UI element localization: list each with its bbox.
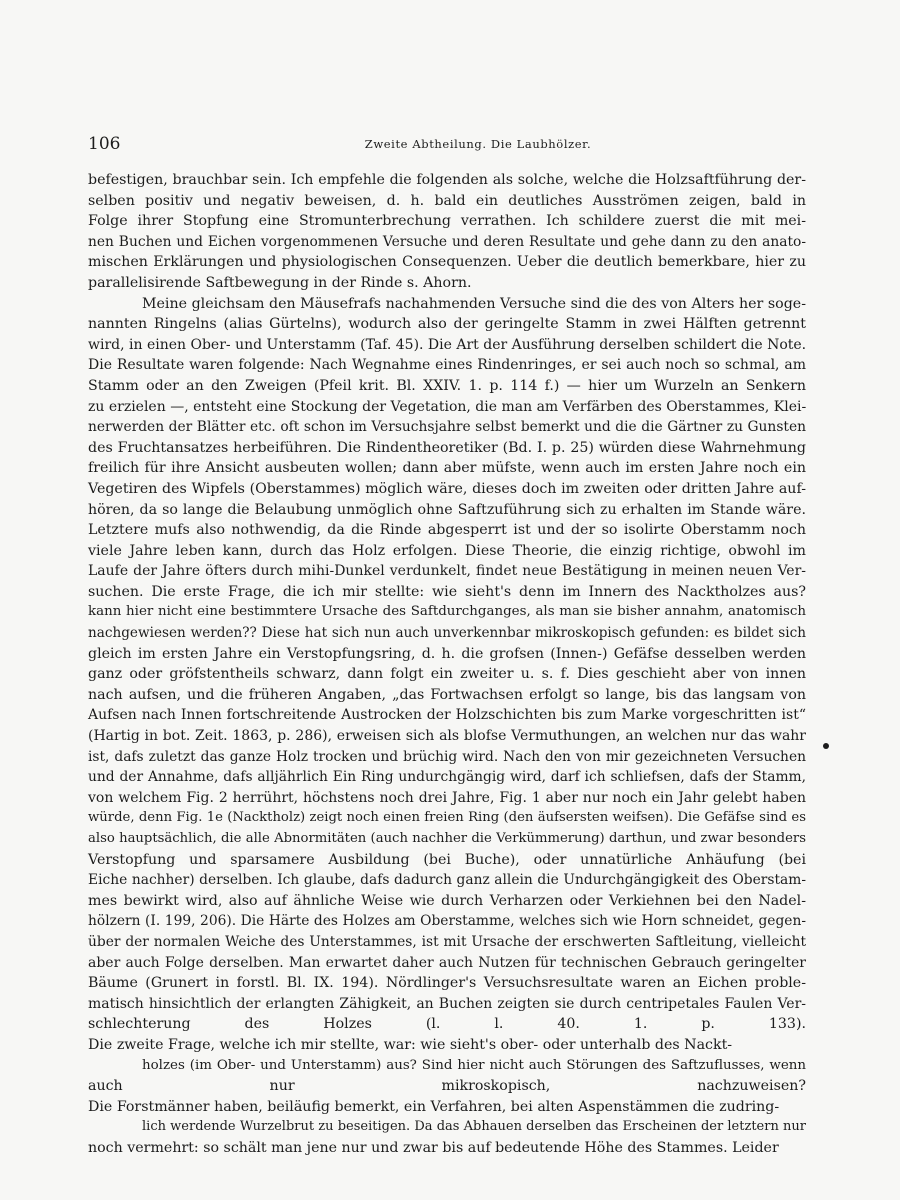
text-line: mes bewirkt wird, also auf ähnliche Weise wie durch Verharzen oder Verkiehnen bei den Nadel- [88,892,806,909]
text-line: aber auch Folge derselben. Man erwartet daher auch Nutzen für technischen Gebrauch geringelter [88,954,806,971]
text-line: Die Resultate waren folgende: Nach Wegnahme eines Rindenringes, er sei auch noch so schmal, am [88,357,806,374]
text-line: nerwerden der Blätter etc. oft schon im Versuchsjahre selbst bemerkt und die die Gärtner zu Gunsten [88,419,806,436]
text-line: Die zweite Frage, welche ich mir stellte, war: wie sieht's ober- oder unterhalb des Nackt- [88,1036,733,1053]
text-line: zu erzielen —, entsteht eine Stockung der Vegetation, die man am Verfärben des Oberstammes, Klei- [88,398,807,415]
text-line: Aufsen nach Innen fortschreitende Austrocken der Holzschichten bis zum Marke vorgeschritten ist“ [88,707,806,724]
text-line: nen Buchen und Eichen vorgenommenen Versuche und deren Resultate und gehe dann zu den anato- [88,233,806,250]
text-line: Vegetiren des Wipfels (Oberstammes) möglich wäre, dieses doch im zweiten oder dritten Jahre auf- [88,480,806,497]
text-line: würde, denn Fig. 1e (Nacktholz) zeigt noch einen freien Ring (den äufsersten weifsen). Die Gefäfse sind es [88,810,806,826]
text-line: nach aufsen, und die früheren Angaben, „das Fortwachsen erfolgt so lange, bis das langsam von [88,686,806,703]
text-line: viele Jahre leben kann, durch das Holz erfolgen. Diese Theorie, die einzig richtige, obwohl im [88,542,806,559]
text-line: parallelisirende Saftbewegung in der Rinde s. Ahorn. [88,274,472,291]
text-line: auch nur mikroskopisch, nachzuweisen? [88,1078,806,1095]
text-line: Folge ihrer Stopfung eine Stromunterbrechung verrathen. Ich schildere zuerst die mit mei- [88,213,806,230]
text-line: Die Forstmänner haben, beiläufig bemerkt, ein Verfahren, bei alten Aspenstämmen die zudring- [88,1098,780,1115]
text-line: befestigen, brauchbar sein. Ich empfehle die folgenden als solche, welche die Holzsaftführung der- [88,172,806,188]
text-line: Verstopfung und sparsamere Ausbildung (bei Buche), oder unnatürliche Anhäufung (bei [88,851,806,868]
text-line: Eiche nachher) derselben. Ich glaube, dafs dadurch ganz allein die Undurchgängigkeit des Oberstam- [88,872,806,889]
text-line: Bäume (Grunert in forstl. Bl. IX. 194). Nördlinger's Versuchsresultate waren an Eichen proble- [88,975,806,992]
text-line: wird, in einen Ober- und Unterstamm (Taf. 45). Die Art der Ausführung derselben schildert die Note. [88,336,807,353]
text-line: und der Annahme, dafs alljährlich Ein Ring undurchgängig wird, darf ich schliefsen, dafs der Stamm, [88,769,806,786]
text-line: nachgewiesen werden?? Diese hat sich nun auch unverkennbar mikroskopisch gefunden: es bildet sich [88,625,806,642]
page-number: 106 [88,134,121,154]
text-line: ist, dafs zuletzt das ganze Holz trocken und brüchig wird. Nach den von mir gezeichneten Versuchen [88,748,806,765]
text-line: freilich für ihre Ansicht ausbeuten wollen; dann aber müfste, wenn auch im ersten Jahre noch ein [88,460,806,477]
text-line: hölzern (I. 199, 206). Die Härte des Holzes am Oberstamme, welches sich wie Horn schneidet, gegen- [88,913,806,930]
text-line: noch vermehrt: so schält man jene nur und zwar bis auf bedeutende Höhe des Stammes. Leider [88,1139,779,1156]
text-line: über der normalen Weiche des Unterstammes, ist mit Ursache der erschwerten Saftleitung, vielleicht [88,933,806,950]
text-line: Laufe der Jahre öfters durch mihi-Dunkel verdunkelt, findet neue Bestätigung in meinen neuen Ver- [88,563,806,580]
text-line: lich werdende Wurzelbrut zu beseitigen. Da das Abhauen derselben das Erscheinen der letztern nur [142,1119,806,1135]
page-header [88,134,808,158]
text-line: hören, da so lange die Belaubung unmöglich ohne Saftzuführung sich zu erhalten im Stande wäre. [88,501,806,518]
text-line: Stamm oder an den Zweigen (Pfeil krit. Bl. XXIV. 1. p. 114 f.) — hier um Wurzeln an Senkern [88,377,806,394]
text-line: kann hier nicht eine bestimmtere Ursache des Saftdurchganges, als man sie bisher annahm, anatomisch [88,604,806,620]
running-head: Zweite Abtheilung. Die Laubhölzer. [364,137,592,151]
text-line: (Hartig in bot. Zeit. 1863, p. 286), erweisen sich als blofse Vermuthungen, an welchen nur das wahr [88,728,806,745]
text-line: also hauptsächlich, die alle Abnormitäten (auch nachher die Verkümmerung) darthun, und zwar besonders [88,831,806,846]
body-text [88,170,806,1159]
text-line: gleich im ersten Jahre ein Verstopfungsring, d. h. die grofsen (Innen-) Gefäfse desselben werden [88,645,806,662]
text-line: selben positiv und negativ beweisen, d. h. bald ein deutliches Ausströmen zeigen, bald in [88,192,806,209]
text-line: nannten Ringelns (alias Gürtelns), wodurch also der geringelte Stamm in zwei Hälften getrennt [88,316,806,333]
text-line: von welchem Fig. 2 herrührt, höchstens noch drei Jahre, Fig. 1 aber nur noch ein Jahr gelebt haben [88,789,806,806]
text-line: Letztere mufs also nothwendig, da die Rinde abgesperrt ist und der so isolirte Oberstamm noch [88,522,806,539]
text-line: des Fruchtansatzes herbeiführen. Die Rindentheoretiker (Bd. I. p. 25) würden diese Wahrnehmung [88,439,806,456]
text-line: suchen. Die erste Frage, die ich mir stellte: wie sieht's denn im Innern des Nacktholzes aus? [88,583,806,600]
text-line: holzes (im Ober- und Unterstamm) aus? Sind hier nicht auch Störungen des Saftzuflusses, wenn [142,1057,806,1073]
text-line: matisch hinsichtlich der erlangten Zähigkeit, an Buchen zeigten sie durch centripetales Faulen Ver- [88,995,806,1012]
text-line: ganz oder gröfstentheils schwarz, dann folgt ein zweiter u. s. f. Dies geschieht aber von innen [88,666,806,683]
margin-mark [823,743,829,749]
text-line: Meine gleichsam den Mäusefrafs nachahmenden Versuche sind die des von Alters her soge- [142,295,806,312]
text-line: schlechterung des Holzes (l. l. 40. 1. p. 133). [88,1016,806,1033]
text-line: mischen Erklärungen und physiologischen Consequenzen. Ueber die deutlich bemerkbare, hier zu [88,254,806,271]
